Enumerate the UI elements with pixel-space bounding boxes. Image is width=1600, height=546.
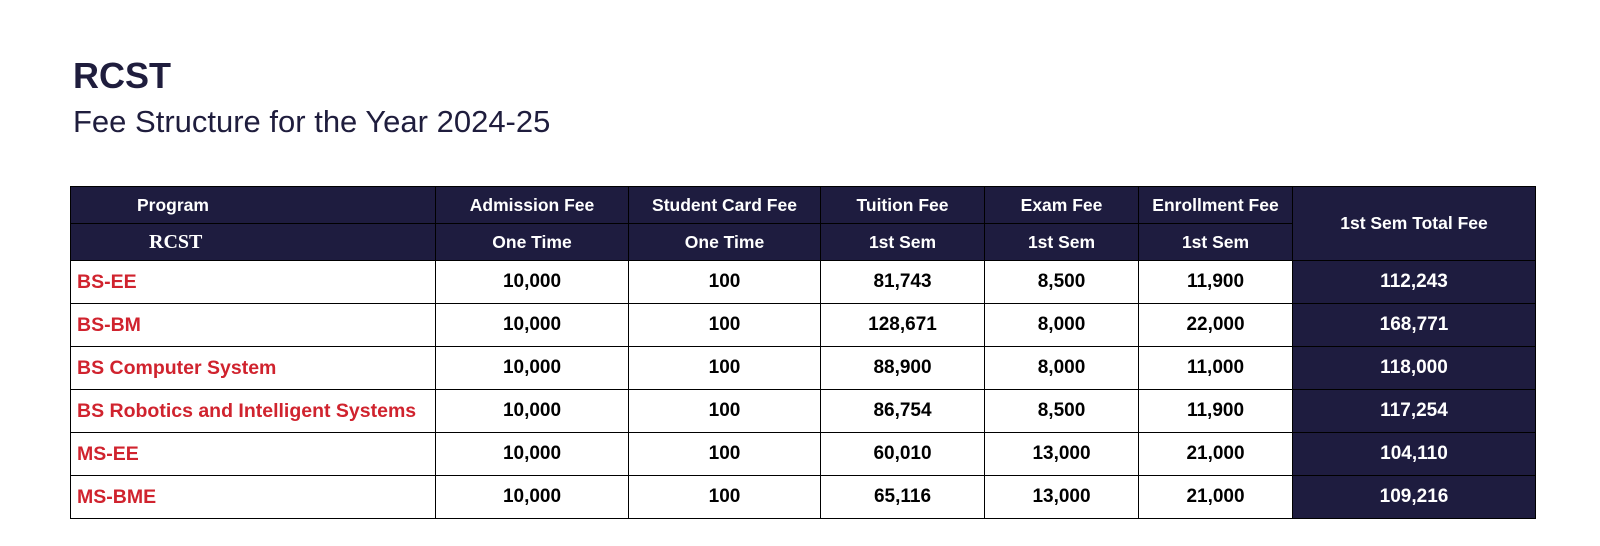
total-fee-cell: 117,254: [1293, 390, 1536, 433]
program-name: BS-EE: [71, 261, 436, 304]
student-card-fee-cell: 100: [629, 347, 821, 390]
admission-fee-cell: 10,000: [436, 390, 629, 433]
table-row: [71, 261, 1536, 304]
table-row: [71, 476, 1536, 519]
tuition-fee-cell: 88,900: [821, 347, 985, 390]
column-header-program: Program: [71, 187, 436, 224]
column-subheader-program: RCST: [71, 224, 436, 261]
column-header-student-card-fee: Student Card Fee: [629, 187, 821, 224]
column-header-admission-fee: Admission Fee: [436, 187, 629, 224]
page-title: RCST: [73, 55, 171, 96]
program-name: BS Computer System: [71, 347, 436, 390]
total-fee-cell: 118,000: [1293, 347, 1536, 390]
tuition-fee-cell: 128,671: [821, 304, 985, 347]
column-subheader-exam-fee: 1st Sem: [985, 224, 1139, 261]
exam-fee-cell: 8,000: [985, 304, 1139, 347]
column-subheader-admission-fee: One Time: [436, 224, 629, 261]
student-card-fee-cell: 100: [629, 433, 821, 476]
column-header-exam-fee: Exam Fee: [985, 187, 1139, 224]
admission-fee-cell: 10,000: [436, 347, 629, 390]
total-fee-cell: 112,243: [1293, 261, 1536, 304]
exam-fee-cell: 13,000: [985, 433, 1139, 476]
enrollment-fee-cell: 21,000: [1139, 433, 1293, 476]
header-row-top: [71, 187, 1536, 224]
exam-fee-cell: 8,500: [985, 390, 1139, 433]
column-header-enrollment-fee: Enrollment Fee: [1139, 187, 1293, 224]
column-header-tuition-fee: Tuition Fee: [821, 187, 985, 224]
program-name: MS-BME: [71, 476, 436, 519]
column-subheader-tuition-fee: 1st Sem: [821, 224, 985, 261]
program-name: BS Robotics and Intelligent Systems: [71, 390, 436, 433]
admission-fee-cell: 10,000: [436, 476, 629, 519]
table-row: [71, 433, 1536, 476]
tuition-fee-cell: 81,743: [821, 261, 985, 304]
enrollment-fee-cell: 11,000: [1139, 347, 1293, 390]
enrollment-fee-cell: 11,900: [1139, 390, 1293, 433]
exam-fee-cell: 13,000: [985, 476, 1139, 519]
page-subtitle: Fee Structure for the Year 2024-25: [73, 104, 551, 139]
total-fee-cell: 104,110: [1293, 433, 1536, 476]
enrollment-fee-cell: 21,000: [1139, 476, 1293, 519]
total-fee-cell: 168,771: [1293, 304, 1536, 347]
program-name: BS-BM: [71, 304, 436, 347]
column-header-total-fee: 1st Sem Total Fee: [1293, 187, 1536, 261]
student-card-fee-cell: 100: [629, 476, 821, 519]
tuition-fee-cell: 65,116: [821, 476, 985, 519]
student-card-fee-cell: 100: [629, 304, 821, 347]
column-subheader-enrollment-fee: 1st Sem: [1139, 224, 1293, 261]
exam-fee-cell: 8,000: [985, 347, 1139, 390]
table-row: [71, 390, 1536, 433]
student-card-fee-cell: 100: [629, 390, 821, 433]
table-row: [71, 304, 1536, 347]
total-fee-cell: 109,216: [1293, 476, 1536, 519]
column-subheader-student-card-fee: One Time: [629, 224, 821, 261]
admission-fee-cell: 10,000: [436, 261, 629, 304]
tuition-fee-cell: 60,010: [821, 433, 985, 476]
enrollment-fee-cell: 22,000: [1139, 304, 1293, 347]
admission-fee-cell: 10,000: [436, 304, 629, 347]
table-row: [71, 347, 1536, 390]
program-name: MS-EE: [71, 433, 436, 476]
exam-fee-cell: 8,500: [985, 261, 1139, 304]
tuition-fee-cell: 86,754: [821, 390, 985, 433]
admission-fee-cell: 10,000: [436, 433, 629, 476]
fee-table: [70, 186, 1536, 519]
student-card-fee-cell: 100: [629, 261, 821, 304]
enrollment-fee-cell: 11,900: [1139, 261, 1293, 304]
